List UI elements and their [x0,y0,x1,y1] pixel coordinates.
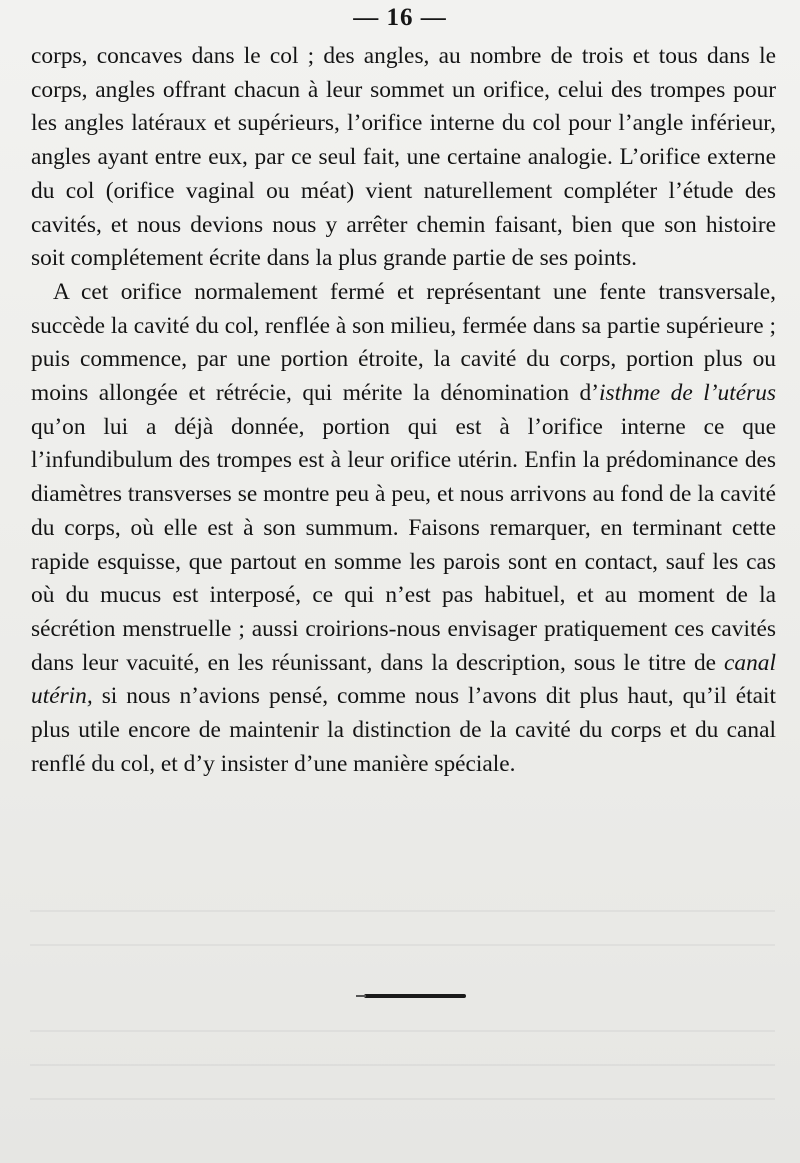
paragraph-2-text-a: A cet orifice normalement fermé et représentant une fente transversale, succède la cavité du col, renflée à son milieu, fermée dans sa partie supérieure ; puis commence, par une portion étroite, la cavité du corps, portion plus ou moins allongée et rétrécie, qui mérite la dénomination d’ [31,278,776,407]
section-rule-ornament [364,994,466,998]
italic-term-isthme: isthme de l’utérus [599,380,777,407]
show-through-line [30,944,775,946]
page-number: — 16 — [353,4,447,31]
paragraph-1: corps, concaves dans le col ; des angles, au nombre de trois et tous dans le corps, angles offrant chacun à leur sommet un orifice, celui des trompes pour les angles latéraux et supérieurs, l’orifice interne du col pour l’angle inférieur, angles ayant entre eux, par ce seul fait, une certaine analogie. L’orifice externe du col (orifice vaginal ou méat) vient naturellement compléter l’étude des cavités, et nous devions nous y arrêter chemin faisant, bien que son histoire soit complétement écrite dans la plus grande partie de ses points. [31,43,776,272]
show-through-line [30,910,775,912]
show-through-line [30,1030,775,1032]
paragraph-2-text-b: qu’on lui a déjà donnée, portion qui est à l’orifice interne ce que l’infundibulum des trompes est à leur orifice utérin. Enfin la prédominance des diamètres transverses se montre peu à peu, et nous arrivons au fond de la cavité du corps, où elle est à son summum. Faisons remarquer, en terminant cette rapide esquisse, que partout en somme les parois sont en contact, sauf les cas où du mucus est interposé, ce qui n’est pas habituel, et au moment de la sécrétion menstruelle ; aussi croirions-nous envisager pratiquement ces cavités dans leur vacuité, en les réunissant, dans la description, sous le titre de [31,413,776,676]
paragraph-2 [31,276,776,782]
body-text [31,40,776,781]
paragraph-2-text-c: si nous n’avions pensé, comme nous l’avons dit plus haut, qu’il était plus utile encore de maintenir la distinction de la cavité du corps et du canal renflé du col, et d’y insister d’une manière spéciale. [31,683,776,777]
italic-term-canal: canal utérin, [31,649,776,710]
show-through-line [30,1098,775,1100]
show-through-line [30,1064,775,1066]
